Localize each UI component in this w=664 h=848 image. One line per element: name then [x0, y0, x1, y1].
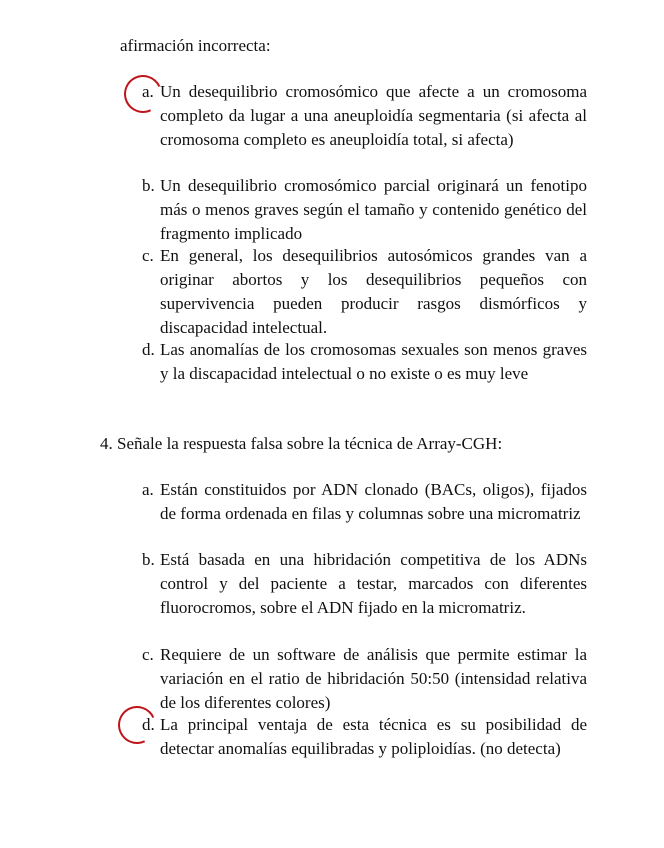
option-text: Están constituidos por ADN clonado (BACs, oligos), fijados de forma ordenada en filas y columnas sobre una micromatriz — [160, 480, 587, 523]
intro-line: afirmación incorrecta: — [120, 36, 271, 55]
option-text: Un desequilibrio cromosómico que afecte a un cromosoma completo da lugar a una aneuploidía segmentaria (si afecta al cromosoma completo es aneuploidía total, si afecta) — [160, 82, 587, 149]
option-letter: d. — [142, 340, 155, 359]
option-text: Un desequilibrio cromosómico parcial originará un fenotipo más o menos graves según el tamaño y contenido genético del fragmento implicado — [160, 176, 587, 243]
option-text: Las anomalías de los cromosomas sexuales son menos graves y la discapacidad intelectual o no existe o es muy leve — [160, 340, 587, 383]
option-text: Está basada en una hibridación competitiva de los ADNs control y del paciente a testar, marcados con diferentes fluorocromos, sobre el ADN fijado en la micromatriz. — [160, 550, 587, 617]
question-4-title: 4. Señale la respuesta falsa sobre la técnica de Array-CGH: — [100, 434, 503, 453]
option-text: En general, los desequilibrios autosómicos grandes van a originar abortos y los desequilibrios pequeños con supervivencia pueden producir rasgos dismórficos y discapacidad intelectual. — [160, 246, 587, 337]
option-letter: c. — [142, 246, 154, 265]
option-letter: a. — [142, 82, 154, 101]
option-letter: b. — [142, 176, 155, 195]
option-letter: d. — [142, 715, 155, 734]
option-letter: a. — [142, 480, 154, 499]
option-text: La principal ventaja de esta técnica es su posibilidad de detectar anomalías equilibradas y poliploidías. (no detecta) — [160, 715, 587, 758]
option-text: Requiere de un software de análisis que permite estimar la variación en el ratio de hibridación 50:50 (intensidad relativa de los diferentes colores) — [160, 645, 587, 712]
option-letter: c. — [142, 645, 154, 664]
option-letter: b. — [142, 550, 155, 569]
